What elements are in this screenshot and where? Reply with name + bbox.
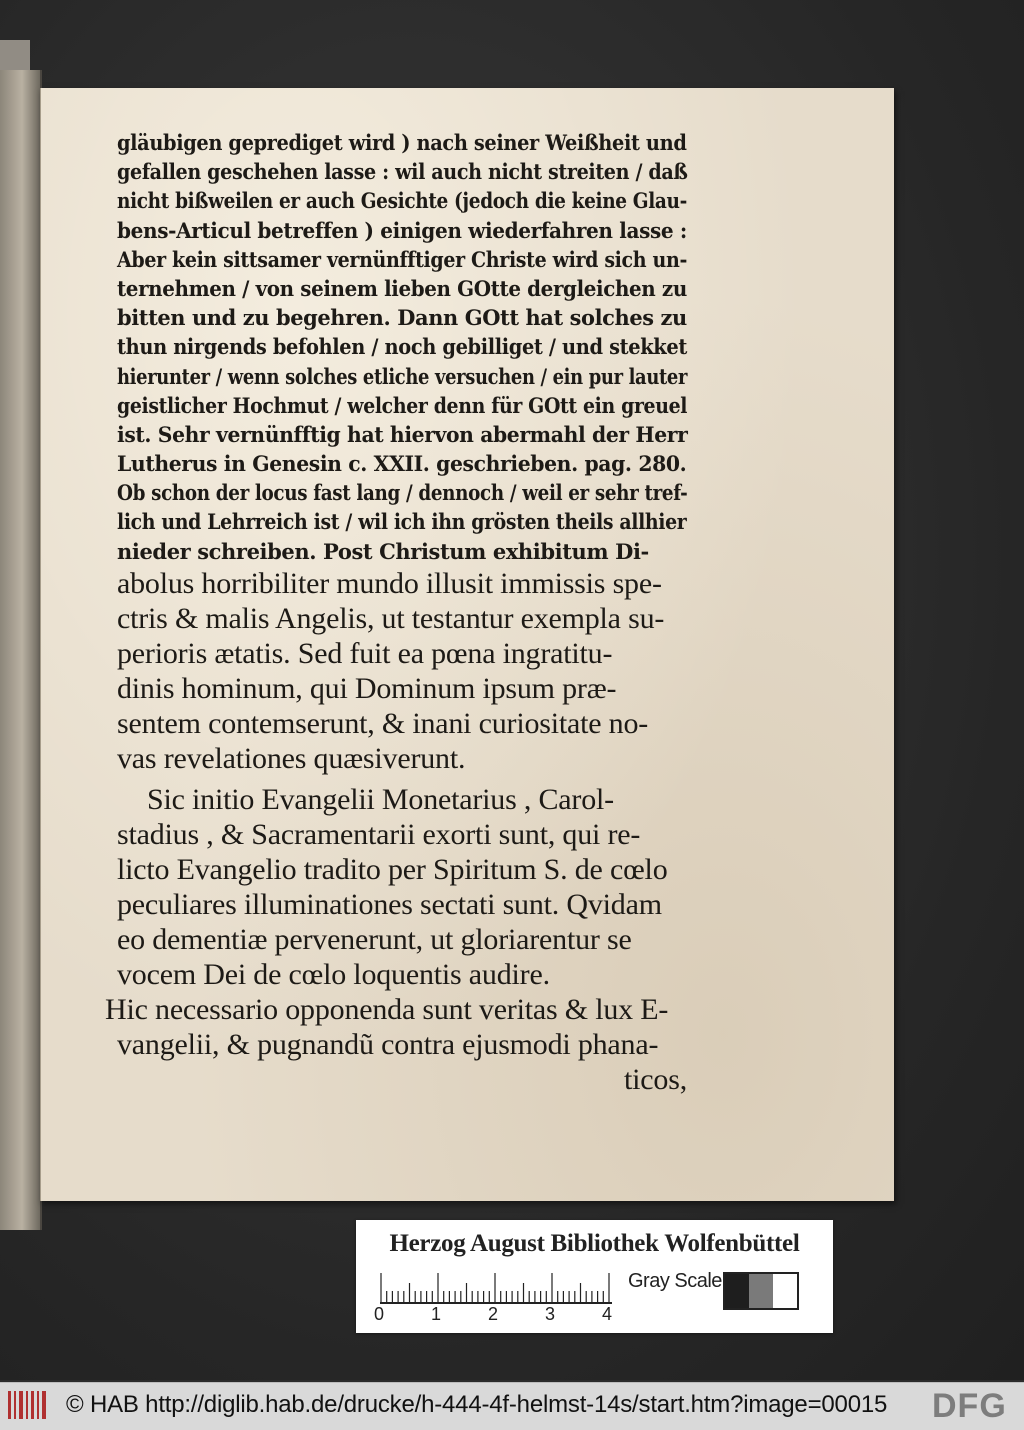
text-line: thun nirgends befohlen / noch gebilliget / und stekket bbox=[117, 334, 687, 360]
ruler-number: 2 bbox=[488, 1304, 499, 1324]
text-line: Lutherus in Genesin c. XXII. geschrieben. pag. 280. bbox=[117, 451, 687, 477]
gray-scale-swatches bbox=[723, 1272, 799, 1310]
text-line: nieder schreiben. Post Christum exhibitum Di- bbox=[117, 538, 649, 564]
ruler-number: 3 bbox=[545, 1304, 556, 1324]
previous-leaf-edge bbox=[0, 70, 42, 1230]
text-line: geistlicher Hochmut / welcher denn für GOtt ein greuel bbox=[117, 392, 688, 418]
library-name: Herzog August Bibliothek Wolfenbüttel bbox=[389, 1230, 800, 1257]
text-line: nicht bißweilen er auch Gesichte (jedoch die keine Glau- bbox=[117, 188, 687, 214]
text-line: sentem contemserunt, & inani curiositate no- bbox=[117, 706, 649, 740]
text-line: hierunter / wenn solches etliche versuchen / ein pur lauter bbox=[117, 363, 688, 389]
text-line: vas revelationes quæsiverunt. bbox=[117, 741, 466, 775]
gray-swatch-dark bbox=[725, 1274, 749, 1308]
gray-swatch-light bbox=[773, 1274, 797, 1308]
text-line: perioris ætatis. Sed fuit ea pœna ingratitu- bbox=[117, 636, 613, 670]
text-line: ternehmen / von seinem lieben GOtte dergleichen zu bbox=[117, 275, 687, 301]
ruler-number: 1 bbox=[431, 1304, 442, 1324]
ruler-number: 4 bbox=[602, 1304, 613, 1324]
catchword: ticos, bbox=[624, 1062, 687, 1096]
hab-barcode-icon bbox=[8, 1389, 48, 1421]
text-line: vocem Dei de cœlo loquentis audire. bbox=[117, 957, 550, 991]
ruler-numbers bbox=[374, 1304, 634, 1328]
text-line: dinis hominum, qui Dominum ipsum præ- bbox=[117, 671, 617, 705]
text-line: abolus horribiliter mundo illusit immissis spe- bbox=[117, 566, 662, 600]
dfg-logo: DFG bbox=[932, 1387, 1007, 1425]
text-line: Hic necessario opponenda sunt veritas & lux E- bbox=[105, 992, 669, 1026]
library-label-card bbox=[356, 1220, 833, 1333]
text-line: vangelii, & pugnandũ contra ejusmodi phana- bbox=[117, 1027, 659, 1061]
book-page bbox=[40, 88, 894, 1201]
text-line: ctris & malis Angelis, ut testantur exempla su- bbox=[117, 601, 665, 635]
text-line: lich und Lehrreich ist / wil ich ihn grösten theils allhier bbox=[117, 509, 687, 535]
copyright-url: © HAB http://diglib.hab.de/drucke/h-444-4f-helmst-14s/start.htm?image=00015 bbox=[66, 1391, 888, 1418]
text-line: Aber kein sittsamer vernünfftiger Christe wird sich un- bbox=[117, 246, 687, 272]
page-text-block bbox=[105, 128, 688, 1097]
text-line: peculiares illuminationes sectati sunt. Qvidam bbox=[117, 887, 662, 921]
text-line: gläubigen geprediget wird ) nach seiner Weißheit und bbox=[117, 130, 687, 155]
text-line: licto Evangelio tradito per Spiritum S. de cœlo bbox=[117, 852, 668, 886]
ruler-number: 0 bbox=[374, 1304, 385, 1324]
text-line: bens-Articul betreffen ) einigen wiederfahren lasse : bbox=[117, 217, 687, 243]
footer-bar bbox=[0, 1382, 1024, 1430]
text-line: stadius , & Sacramentarii exorti sunt, qui re- bbox=[117, 817, 641, 851]
gray-swatch-mid bbox=[749, 1274, 773, 1308]
gray-scale-label: Gray Scale bbox=[628, 1270, 722, 1292]
text-line: eo dementiæ pervenerunt, ut gloriarentur se bbox=[117, 922, 632, 956]
ruler-scale bbox=[380, 1272, 615, 1304]
text-line: Ob schon der locus fast lang / dennoch / weil er sehr tref- bbox=[117, 480, 688, 506]
text-line: gefallen geschehen lasse : wil auch nicht streiten / daß bbox=[117, 159, 688, 185]
text-line: ist. Sehr vernünfftig hat hiervon abermahl der Herr bbox=[117, 421, 688, 447]
text-line: Sic initio Evangelii Monetarius , Carol- bbox=[147, 782, 614, 816]
text-line: bitten und zu begehren. Dann GOtt hat solches zu bbox=[117, 305, 687, 331]
